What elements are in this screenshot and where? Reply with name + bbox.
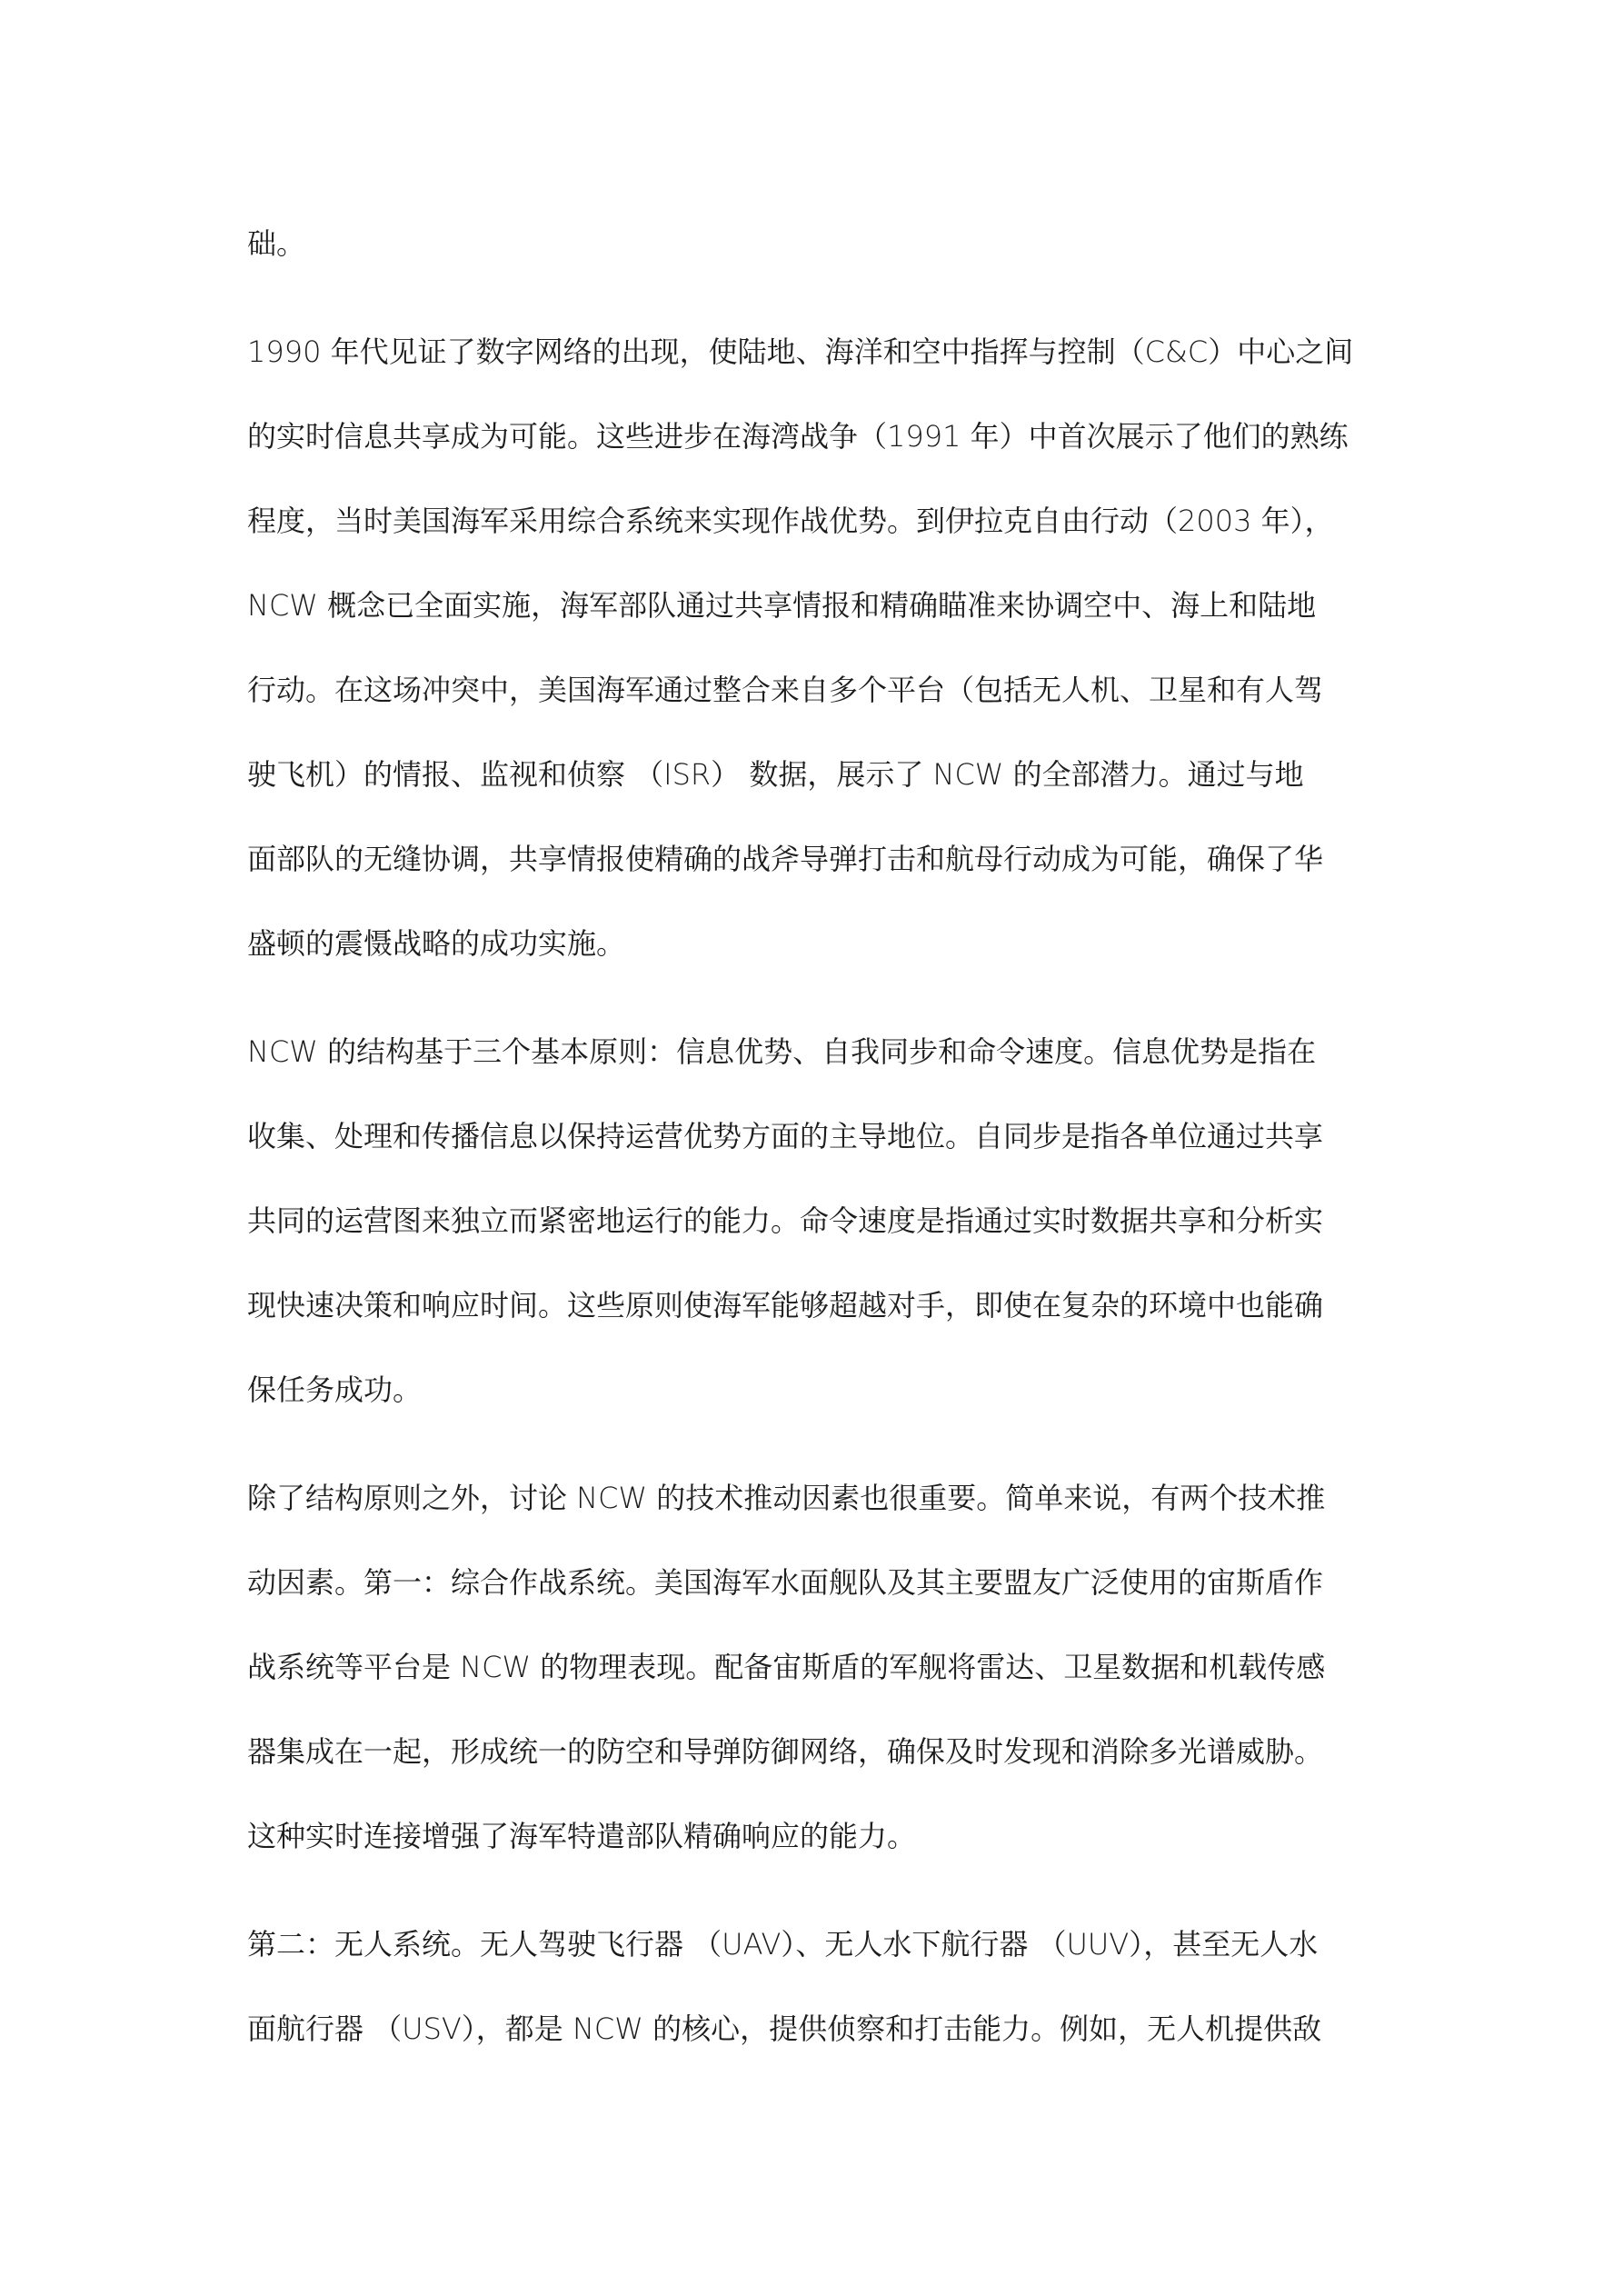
text-line: 这种实时连接增强了海军特遣部队精确响应的能力。 xyxy=(247,1819,917,1853)
text-line: 现快速决策和响应时间。这些原则使海军能够超越对手，即使在复杂的环境中也能确 xyxy=(247,1288,1324,1323)
text-line: 保任务成功。 xyxy=(247,1373,423,1407)
text-line: 程度，当时美国海军采用综合系统来实现作战优势。到伊拉克自由行动（2003 年）， xyxy=(247,504,1334,538)
text-line: 驶飞机）的情报、监视和侦察 （ISR） 数据，展示了 NCW 的全部潜力。通过与地 xyxy=(247,757,1304,792)
text-line: 行动。在这场冲突中，美国海军通过整合来自多个平台（包括无人机、卫星和有人驾 xyxy=(247,673,1324,707)
paragraph-5 xyxy=(247,1902,1378,2071)
text-line: NCW 的结构基于三个基本原则：信息优势、自我同步和命令速度。信息优势是指在 xyxy=(247,1034,1317,1069)
text-line: 的实时信息共享成为可能。这些进步在海湾战争（1991 年）中首次展示了他们的熟练 xyxy=(247,419,1349,454)
text-line: 第二：无人系统。无人驾驶飞行器 （UAV）、无人水下航行器 （UUV），甚至无人水 xyxy=(247,1927,1319,1962)
text-line: 收集、处理和传播信息以保持运营优势方面的主导地位。自同步是指各单位通过共享 xyxy=(247,1119,1324,1153)
text-line: 1990 年代见证了数字网络的出现，使陆地、海洋和空中指挥与控制（C&C）中心之间 xyxy=(247,334,1354,369)
text-line: 共同的运营图来独立而紧密地运行的能力。命令速度是指通过实时数据共享和分析实 xyxy=(247,1203,1324,1238)
paragraph-4 xyxy=(247,1456,1378,1879)
paragraph-2 xyxy=(247,310,1378,986)
document-body xyxy=(247,202,1378,2095)
text-line: 动因素。第一：综合作战系统。美国海军水面舰队及其主要盟友广泛使用的宙斯盾作 xyxy=(247,1565,1324,1600)
text-line: 面航行器 （USV），都是 NCW 的核心，提供侦察和打击能力。例如，无人机提供敌 xyxy=(247,2011,1322,2046)
text-line: 除了结构原则之外，讨论 NCW 的技术推动因素也很重要。简单来说，有两个技术推 xyxy=(247,1481,1326,1515)
text-line: 器集成在一起，形成统一的防空和导弹防御网络，确保及时发现和消除多光谱威胁。 xyxy=(247,1734,1324,1769)
text-line: 战系统等平台是 NCW 的物理表现。配备宙斯盾的军舰将雷达、卫星数据和机载传感 xyxy=(247,1650,1326,1684)
text-line: 础。 xyxy=(247,226,306,261)
text-line: 面部队的无缝协调，共享情报使精确的战斧导弹打击和航母行动成为可能，确保了华 xyxy=(247,842,1324,876)
text-line: NCW 概念已全面实施，海军部队通过共享情报和精确瞄准来协调空中、海上和陆地 xyxy=(247,588,1317,623)
text-line: 盛顿的震慑战略的成功实施。 xyxy=(247,926,626,961)
paragraph-1 xyxy=(247,202,1378,286)
paragraph-3 xyxy=(247,1010,1378,1433)
